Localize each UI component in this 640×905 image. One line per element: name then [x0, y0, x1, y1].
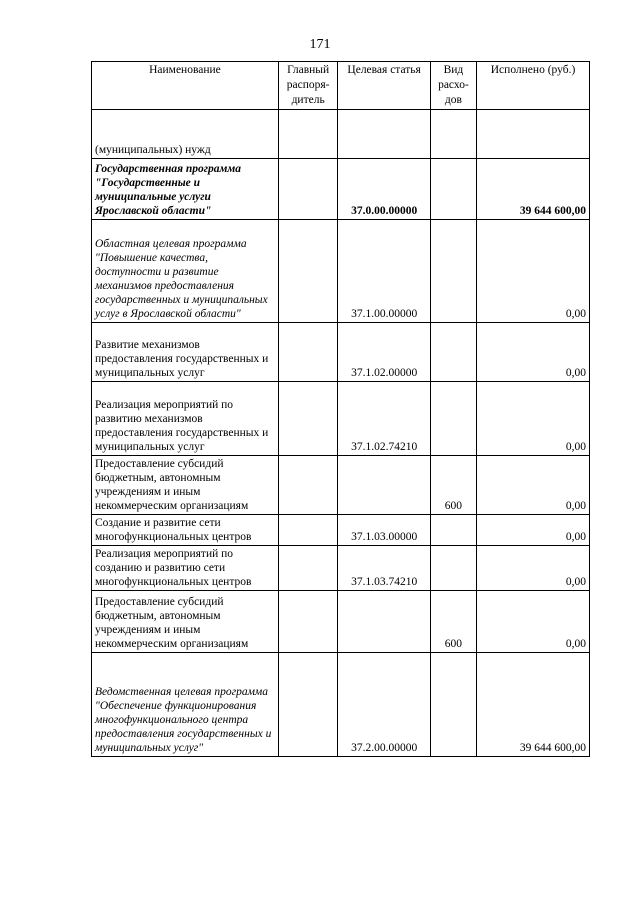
row-name: Областная целевая программа "Повышение качества, доступности и развитие механизмов предоставления государственных и муниципальных услуг в Ярославской области" — [92, 220, 279, 323]
row-executed — [477, 110, 590, 159]
table-row — [92, 110, 590, 159]
header-executed: Исполнено (руб.) — [477, 62, 590, 110]
row-name: Предоставление субсидий бюджетным, автономным учреждениям и иным некоммерческим организациям — [92, 591, 279, 653]
row-target-article: 37.1.02.74210 — [338, 382, 430, 456]
header-name: Наименование — [92, 62, 279, 110]
budget-execution-table — [91, 61, 590, 757]
row-executed: 0,00 — [477, 220, 590, 323]
row-executed: 0,00 — [477, 382, 590, 456]
row-target-article: 37.1.03.00000 — [338, 515, 430, 546]
row-grbs — [278, 653, 338, 757]
header-expense-type: Вид расхо-дов — [430, 62, 476, 110]
row-name: Реализация мероприятий по развитию механизмов предоставления государственных и муниципальных услуг — [92, 382, 279, 456]
row-grbs — [278, 323, 338, 382]
row-executed: 0,00 — [477, 546, 590, 591]
row-executed: 0,00 — [477, 456, 590, 515]
row-expense-type — [430, 382, 476, 456]
row-grbs — [278, 220, 338, 323]
row-name: Создание и развитие сети многофункциональных центров — [92, 515, 279, 546]
row-expense-type — [430, 110, 476, 159]
row-grbs — [278, 456, 338, 515]
row-target-article — [338, 456, 430, 515]
row-name: Ведомственная целевая программа "Обеспечение функционирования многофункционального центра предоставления государственных и муниципальных услуг" — [92, 653, 279, 757]
header-target-article: Целевая статья — [338, 62, 430, 110]
table-row — [92, 515, 590, 546]
row-target-article: 37.0.00.00000 — [338, 159, 430, 220]
row-name: (муниципальных) нужд — [92, 110, 279, 159]
row-expense-type — [430, 546, 476, 591]
page-number: 171 — [309, 37, 331, 52]
row-target-article — [338, 591, 430, 653]
row-target-article — [338, 110, 430, 159]
row-target-article: 37.2.00.00000 — [338, 653, 430, 757]
row-grbs — [278, 515, 338, 546]
row-executed: 39 644 600,00 — [477, 159, 590, 220]
table-row — [92, 220, 590, 323]
row-name: Реализация мероприятий по созданию и развитию сети многофункциональных центров — [92, 546, 279, 591]
row-executed: 0,00 — [477, 323, 590, 382]
row-executed: 39 644 600,00 — [477, 653, 590, 757]
row-expense-type — [430, 159, 476, 220]
row-expense-type: 600 — [430, 456, 476, 515]
row-name: Развитие механизмов предоставления государственных и муниципальных услуг — [92, 323, 279, 382]
table-row — [92, 323, 590, 382]
row-grbs — [278, 110, 338, 159]
row-target-article: 37.1.02.00000 — [338, 323, 430, 382]
row-expense-type — [430, 220, 476, 323]
row-expense-type — [430, 653, 476, 757]
row-name: Предоставление субсидий бюджетным, автономным учреждениям и иным некоммерческим организациям — [92, 456, 279, 515]
row-executed: 0,00 — [477, 515, 590, 546]
table-row — [92, 653, 590, 757]
table-row — [92, 546, 590, 591]
row-expense-type: 600 — [430, 591, 476, 653]
row-target-article: 37.1.00.00000 — [338, 220, 430, 323]
table-row — [92, 456, 590, 515]
table-row — [92, 159, 590, 220]
row-grbs — [278, 591, 338, 653]
row-grbs — [278, 546, 338, 591]
row-expense-type — [430, 323, 476, 382]
row-target-article: 37.1.03.74210 — [338, 546, 430, 591]
row-expense-type — [430, 515, 476, 546]
header-grbs: Главный распоря-дитель — [278, 62, 338, 110]
table-row — [92, 591, 590, 653]
row-grbs — [278, 159, 338, 220]
row-name: Государственная программа "Государственные и муниципальные услуги Ярославской области" — [92, 159, 279, 220]
row-grbs — [278, 382, 338, 456]
table-header-row — [92, 62, 590, 110]
row-executed: 0,00 — [477, 591, 590, 653]
table-row — [92, 382, 590, 456]
